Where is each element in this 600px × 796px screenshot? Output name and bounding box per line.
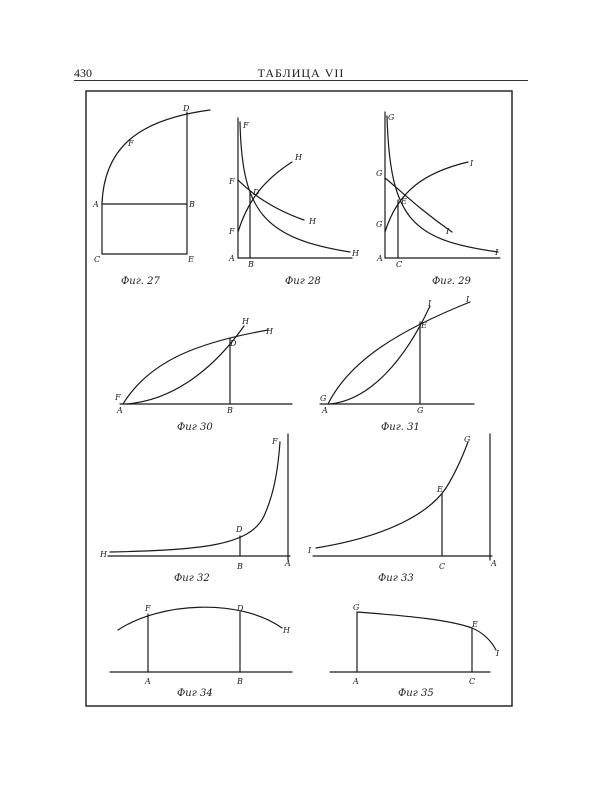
caption-figure-28: Фиг 28 (285, 276, 321, 287)
label-I: I (308, 546, 312, 555)
label-B: B (248, 260, 254, 269)
label-A: A (353, 677, 359, 686)
label-H: H (242, 317, 249, 326)
label-H: H (100, 550, 107, 559)
label-G: G (417, 406, 424, 415)
label-G: G (376, 220, 383, 229)
label-F: F (229, 227, 235, 236)
label-F: F (243, 121, 249, 130)
caption-figure-32: Фиг 32 (174, 573, 210, 584)
label-A: A (491, 559, 497, 568)
figure-30 (120, 326, 292, 404)
curve-FH-rising (238, 162, 292, 232)
label-E: E (421, 321, 427, 330)
caption-figure-34: Фиг 34 (177, 688, 213, 699)
curve-GI-middle (385, 178, 452, 232)
label-A: A (93, 200, 99, 209)
label-I: I (466, 295, 470, 304)
plate-frame (86, 91, 512, 706)
label-G: G (376, 169, 383, 178)
label-G: G (353, 603, 360, 612)
label-H: H (283, 626, 290, 635)
label-B: B (227, 406, 233, 415)
label-D: D (236, 525, 243, 534)
label-D: D (230, 339, 237, 348)
label-G: G (320, 394, 327, 403)
label-E: E (472, 620, 478, 629)
plate-title: ТАБЛИЦА VII (257, 66, 345, 80)
label-F: F (272, 437, 278, 446)
figure-33 (313, 434, 492, 560)
label-B: B (237, 562, 243, 571)
label-A: A (229, 254, 235, 263)
label-C: C (94, 255, 101, 264)
figure-29 (385, 112, 500, 258)
caption-figure-29: Фиг. 29 (432, 276, 471, 287)
curve-FH-concave (123, 330, 268, 404)
label-E: E (437, 485, 443, 494)
figure-31 (320, 302, 474, 404)
label-A: A (117, 406, 123, 415)
label-G: G (388, 113, 395, 122)
caption-figure-31: Фиг. 31 (381, 422, 420, 433)
label-D: D (183, 104, 190, 113)
label-I: I (428, 299, 432, 308)
label-D: D (253, 188, 260, 197)
curve-IG (316, 442, 468, 548)
curve-GI-hyperbola (387, 116, 498, 252)
curve-FDH (118, 607, 282, 630)
label-E: E (188, 255, 194, 264)
curve-AH-convex (126, 326, 244, 404)
label-A: A (377, 254, 383, 263)
label-C: C (396, 260, 403, 269)
label-I: I (446, 227, 450, 236)
label-G: G (464, 435, 471, 444)
label-D: D (237, 604, 244, 613)
page-number: 430 (74, 66, 92, 80)
label-A: A (285, 559, 291, 568)
label-H: H (352, 249, 359, 258)
label-A: A (145, 677, 151, 686)
label-C: C (469, 677, 476, 686)
curve-FD (102, 110, 210, 204)
figure-32 (108, 434, 290, 560)
label-I: I (470, 159, 474, 168)
label-A: A (322, 406, 328, 415)
figure-27 (102, 110, 210, 254)
label-F: F (229, 177, 235, 186)
label-I: I (495, 248, 499, 257)
caption-figure-33: Фиг 33 (378, 573, 414, 584)
label-H: H (309, 217, 316, 226)
label-F: F (115, 393, 121, 402)
label-B: B (189, 200, 195, 209)
curve-FH-hyperbola (240, 122, 350, 252)
curve-AI-convex (330, 306, 430, 404)
caption-figure-35: Фиг 35 (398, 688, 434, 699)
label-I: I (496, 649, 500, 658)
label-E: E (401, 197, 407, 206)
caption-figure-27: Фиг. 27 (121, 276, 160, 287)
label-F: F (145, 604, 151, 613)
label-F: F (128, 139, 134, 148)
curve-HF (110, 442, 280, 552)
curve-GEI (357, 612, 496, 650)
label-C: C (439, 562, 446, 571)
label-B: B (237, 677, 243, 686)
caption-figure-30: Фиг 30 (177, 422, 213, 433)
figure-34 (110, 607, 292, 672)
label-H: H (295, 153, 302, 162)
curve-GI-concave (328, 302, 470, 404)
label-H: H (266, 327, 273, 336)
